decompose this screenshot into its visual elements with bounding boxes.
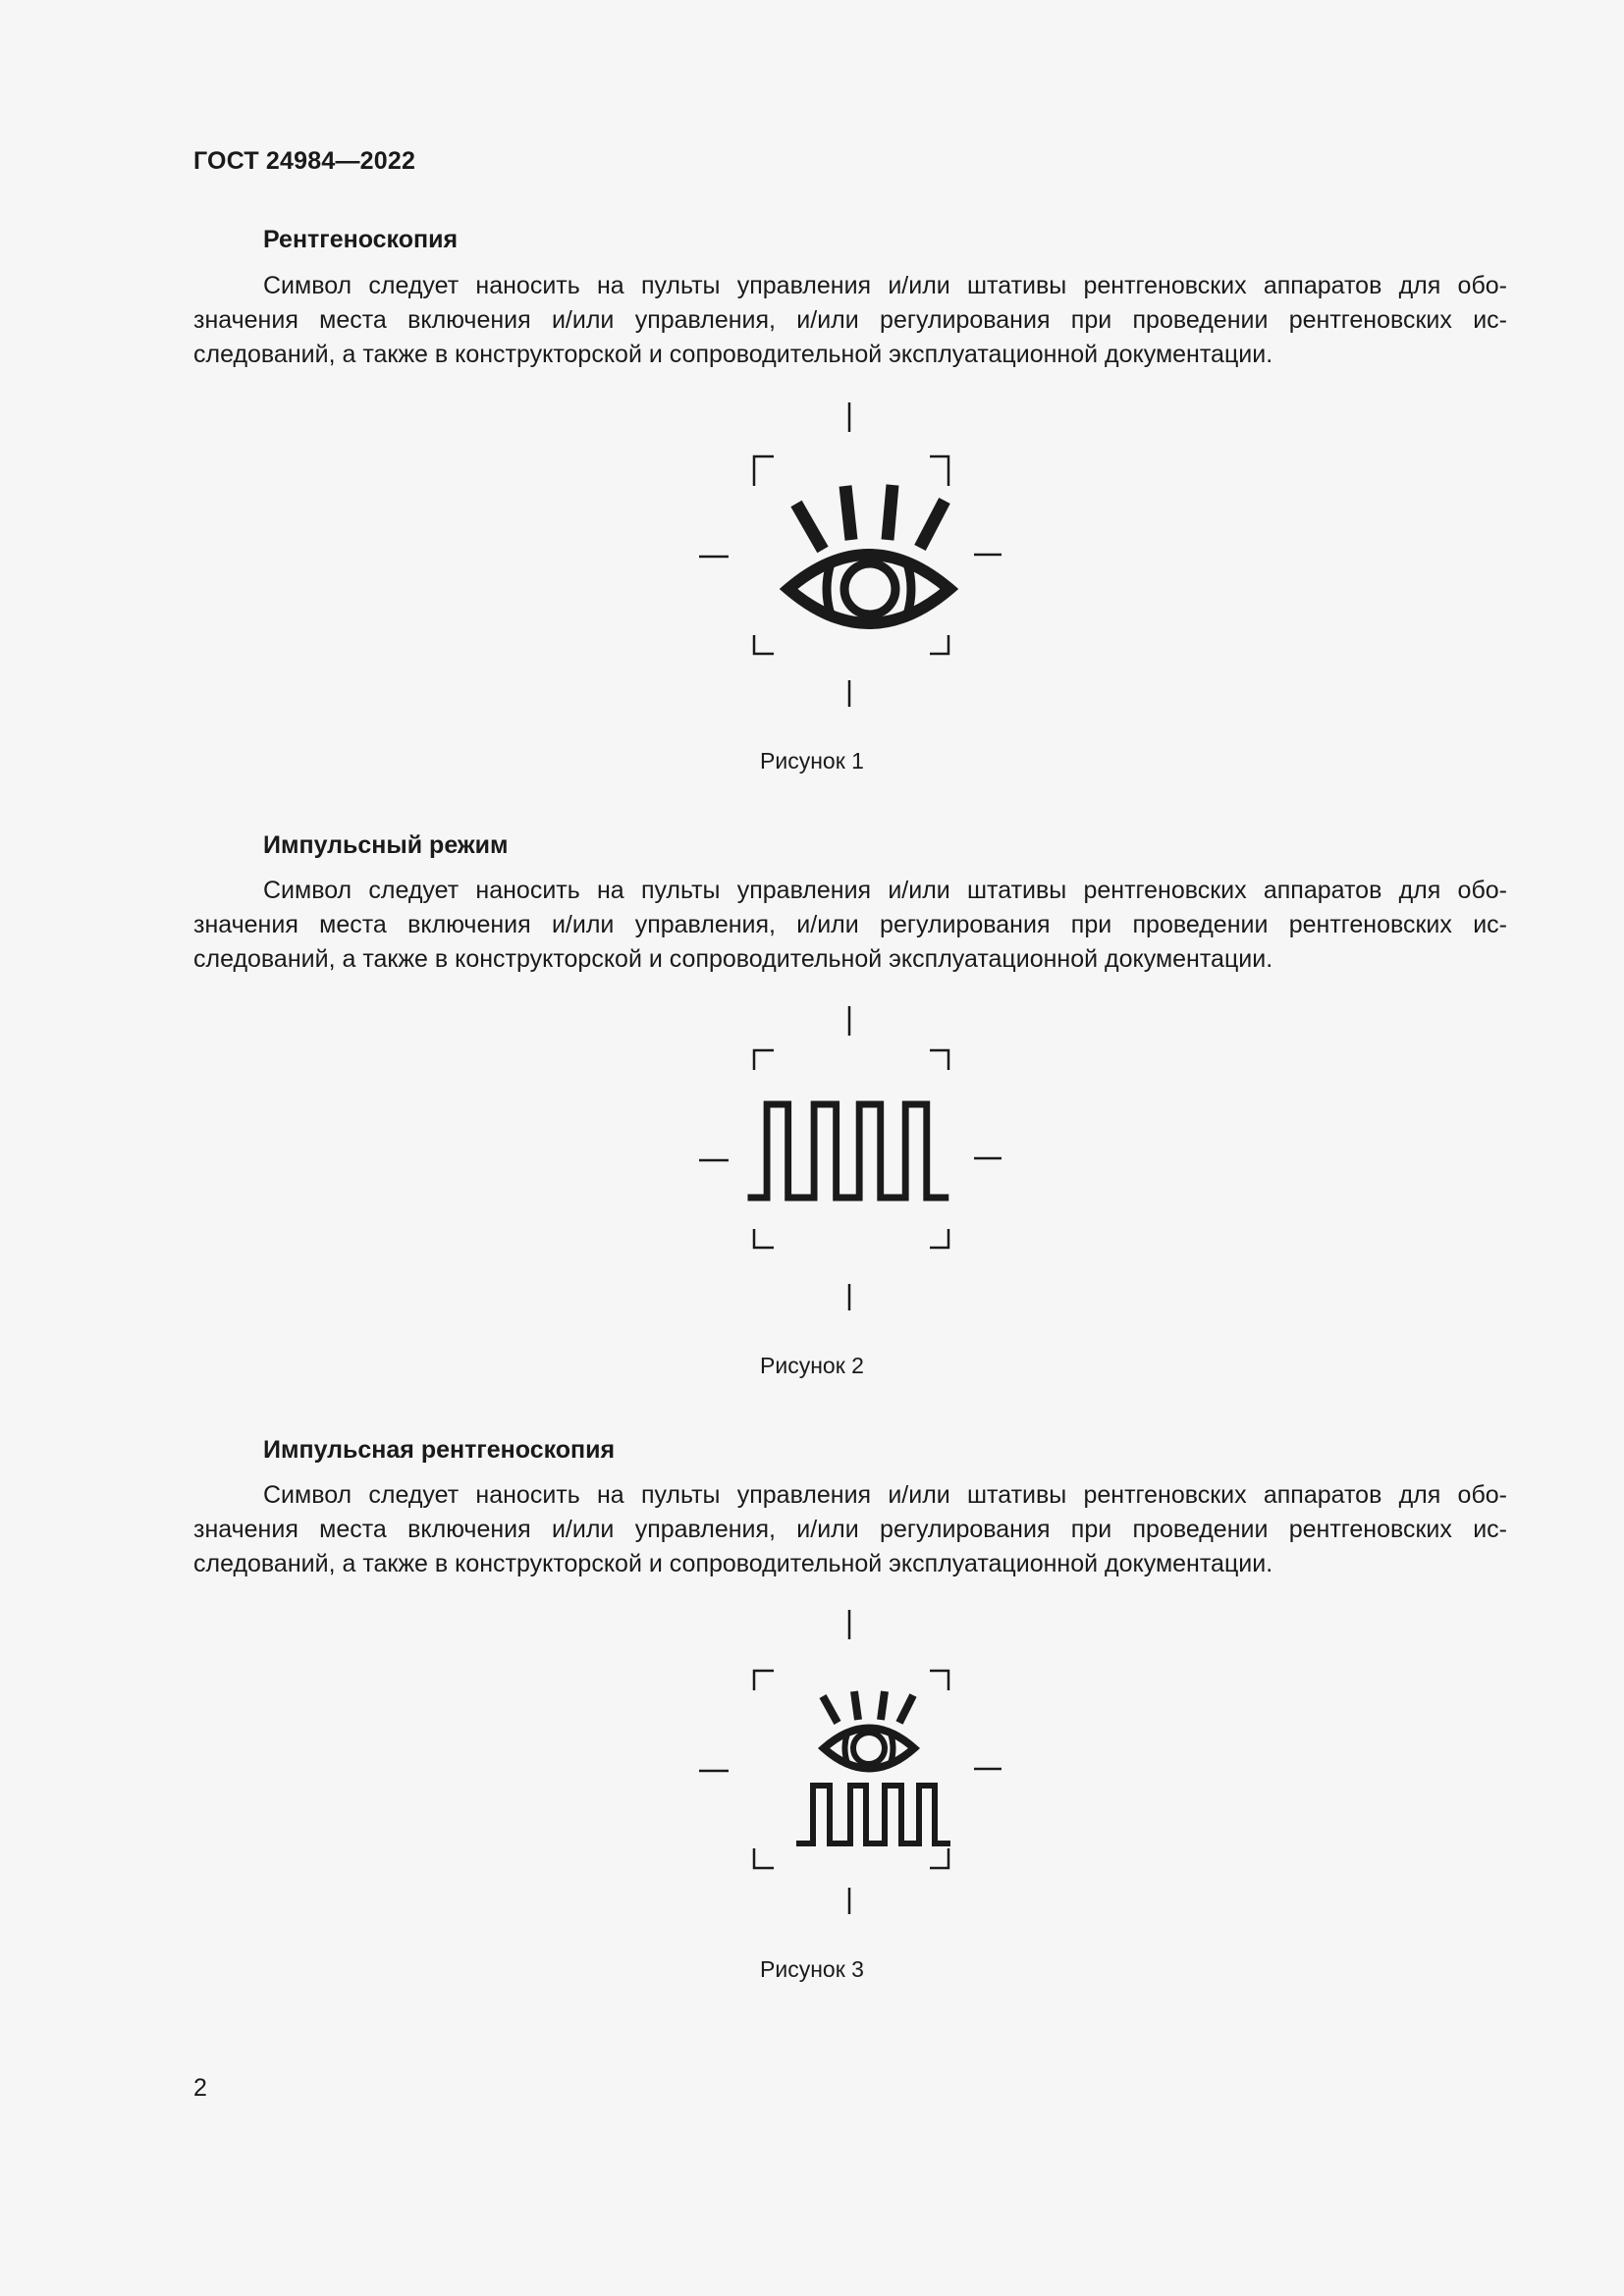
figure-1 <box>697 402 1001 707</box>
paragraph-line: Символ следует наносить на пульты управления и/или штативы рентгеновских аппаратов для обо- <box>263 272 1507 299</box>
eye-with-pulse-wave-icon <box>697 1610 1001 1914</box>
paragraph-line: следований, а также в конструкторской и сопроводительной эксплуатационной документации. <box>193 1550 1273 1577</box>
paragraph-line: следований, а также в конструкторской и сопроводительной эксплуатационной документации. <box>193 341 1273 368</box>
paragraph-line: следований, а также в конструкторской и сопроводительной эксплуатационной документации. <box>193 945 1273 973</box>
figure-caption: Рисунок 1 <box>760 748 864 774</box>
section-paragraph <box>193 269 1507 372</box>
section-paragraph <box>193 874 1507 977</box>
section-title-pulse-fluoroscopy: Импульсная рентгеноскопия <box>263 1436 616 1464</box>
document-id-header: ГОСТ 24984—2022 <box>193 147 416 175</box>
section-title-fluoroscopy: Рентгеноскопия <box>263 226 459 253</box>
pulse-wave-icon <box>697 1006 1001 1310</box>
section-title-pulse-mode: Импульсный режим <box>263 831 509 859</box>
paragraph-line: значения места включения и/или управления, и/или регулирования при проведении рентгеновских ис- <box>193 1516 1507 1543</box>
figure-3 <box>697 1610 1001 1914</box>
figure-caption: Рисунок 2 <box>760 1353 864 1378</box>
paragraph-line: значения места включения и/или управления, и/или регулирования при проведении рентгеновских ис- <box>193 306 1507 334</box>
figure-2 <box>697 1006 1001 1310</box>
paragraph-line: значения места включения и/или управления, и/или регулирования при проведении рентгеновских ис- <box>193 911 1507 938</box>
paragraph-line: Символ следует наносить на пульты управления и/или штативы рентгеновских аппаратов для обо- <box>263 1481 1507 1509</box>
eye-with-rays-icon <box>697 402 1001 707</box>
figure-caption: Рисунок 3 <box>760 1956 864 1982</box>
section-paragraph <box>193 1478 1507 1581</box>
page-number: 2 <box>193 2074 207 2102</box>
paragraph-line: Символ следует наносить на пульты управления и/или штативы рентгеновских аппаратов для обо- <box>263 877 1507 904</box>
